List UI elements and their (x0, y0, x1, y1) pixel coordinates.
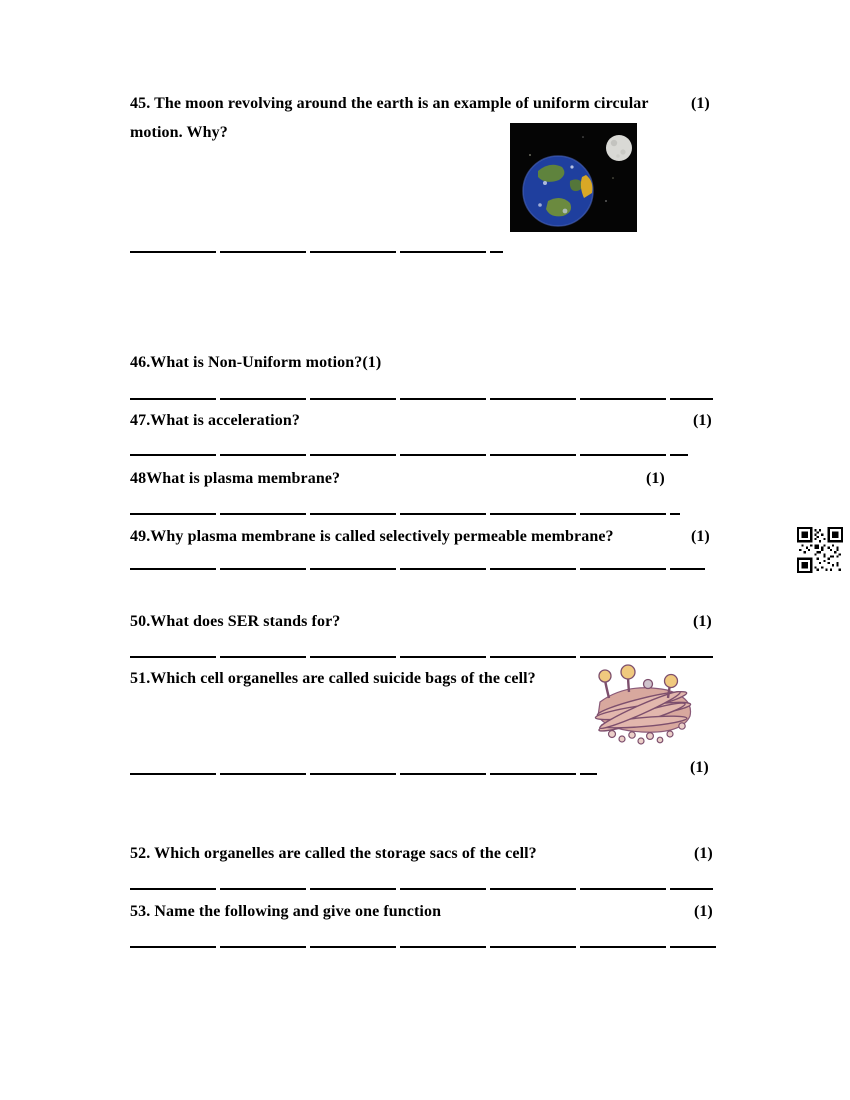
question-50-marks: (1) (693, 613, 712, 630)
question-45-text-line2: motion. Why? (130, 124, 228, 141)
answer-line-q46 (130, 398, 713, 400)
qr-code (797, 527, 843, 573)
question-45-marks: (1) (691, 95, 710, 112)
question-49-text: 49.Why plasma membrane is called selectively permeable membrane? (130, 528, 614, 545)
answer-line-q47 (130, 454, 688, 456)
question-45-text-line1: 45. The moon revolving around the earth is an example of uniform circular (130, 95, 649, 112)
question-47-text: 47.What is acceleration? (130, 412, 300, 429)
question-48-text: 48What is plasma membrane? (130, 470, 341, 487)
answer-line-q53 (130, 946, 716, 948)
answer-line-q48 (130, 513, 680, 515)
answer-line-q50 (130, 656, 713, 658)
question-46-text: 46.What is Non-Uniform motion?(1) (130, 354, 382, 371)
question-50-text: 50.What does SER stands for? (130, 613, 341, 630)
question-48-marks: (1) (646, 470, 665, 487)
question-52-marks: (1) (694, 845, 713, 862)
question-52-text: 52. Which organelles are called the storage sacs of the cell? (130, 845, 537, 862)
question-51-marks: (1) (690, 759, 709, 776)
earth-moon-image (510, 123, 637, 232)
golgi-apparatus-image (582, 664, 704, 750)
question-53-text: 53. Name the following and give one function (130, 903, 442, 920)
question-47-marks: (1) (693, 412, 712, 429)
answer-line-q49 (130, 568, 705, 570)
question-53-marks: (1) (694, 903, 713, 920)
answer-line-q51 (130, 773, 597, 775)
question-49-marks: (1) (691, 528, 710, 545)
question-51-text: 51.Which cell organelles are called suicide bags of the cell? (130, 670, 536, 687)
answer-line-q52 (130, 888, 713, 890)
answer-line-q45 (130, 251, 503, 253)
